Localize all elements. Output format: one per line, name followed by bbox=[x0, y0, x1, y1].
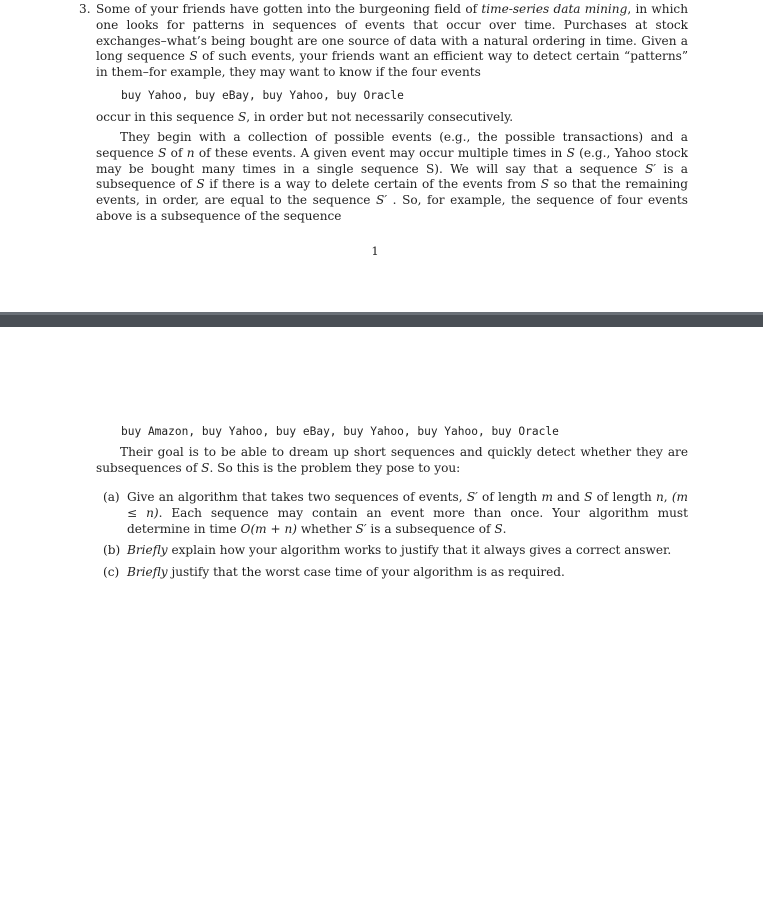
task-text-b: Briefly explain how your algorithm works to justify that it always gives a correct answer. bbox=[127, 543, 672, 558]
definition-paragraph: They begin with a collection of possible events (e.g., the possible transactions) and a sequence S of n of these events. A given event may occur multiple times in S (e.g., Yahoo stock may be bought many times in a single sequence S). We will say that a sequence S′ is a subsequence of S if there is a way to delete certain of the events from S so that the remaining events, in order, are equal to the sequence S′ . So, for example, the sequence of four events above is a subsequence of the sequence bbox=[96, 130, 689, 223]
example-sequence-code: buy Yahoo, buy eBay, buy Yahoo, buy Oracle bbox=[121, 89, 404, 102]
task-text-a: Give an algorithm that takes two sequences of events, S′ of length m and S of length n, (m ≤ n). Each sequence may contain an event more than once. Your algorithm must determine in time O(m + n) whether S′ is a subsequence of S. bbox=[127, 490, 688, 536]
problem-number: 3. bbox=[79, 2, 91, 16]
task-label-c: (c) bbox=[103, 565, 120, 580]
task-text-c: Briefly justify that the worst case time of your algorithm is as required. bbox=[127, 565, 565, 580]
task-item-c bbox=[103, 565, 688, 581]
document-page-2 bbox=[0, 327, 763, 916]
task-item-b bbox=[103, 543, 688, 559]
page-number: 1 bbox=[371, 244, 379, 258]
document-page-1 bbox=[0, 0, 763, 312]
task-label-b: (b) bbox=[103, 543, 121, 558]
intro-paragraph: Some of your friends have gotten into the burgeoning field of time-series data mining, in which one looks for patterns in sequences of events that occur over time. Purchases at stock exchanges–what’s being bought are one source of data with a natural ordering in time. Given a long sequence S of such events, your friends want an efficient way to detect certain “patterns” in them–for example, they may want to know if the four events bbox=[96, 2, 689, 80]
task-list bbox=[103, 490, 688, 587]
goal-paragraph: Their goal is to be able to dream up short sequences and quickly detect whether they are subsequences of S. So this is the problem they pose to you: bbox=[96, 445, 688, 475]
occurrence-paragraph: occur in this sequence S, in order but not necessarily consecutively. bbox=[96, 110, 514, 124]
task-label-a: (a) bbox=[103, 490, 120, 504]
full-sequence-code: buy Amazon, buy Yahoo, buy eBay, buy Yahoo, buy Yahoo, buy Oracle bbox=[121, 425, 559, 438]
task-item-a bbox=[103, 490, 688, 537]
page-separator-highlight bbox=[0, 312, 763, 315]
